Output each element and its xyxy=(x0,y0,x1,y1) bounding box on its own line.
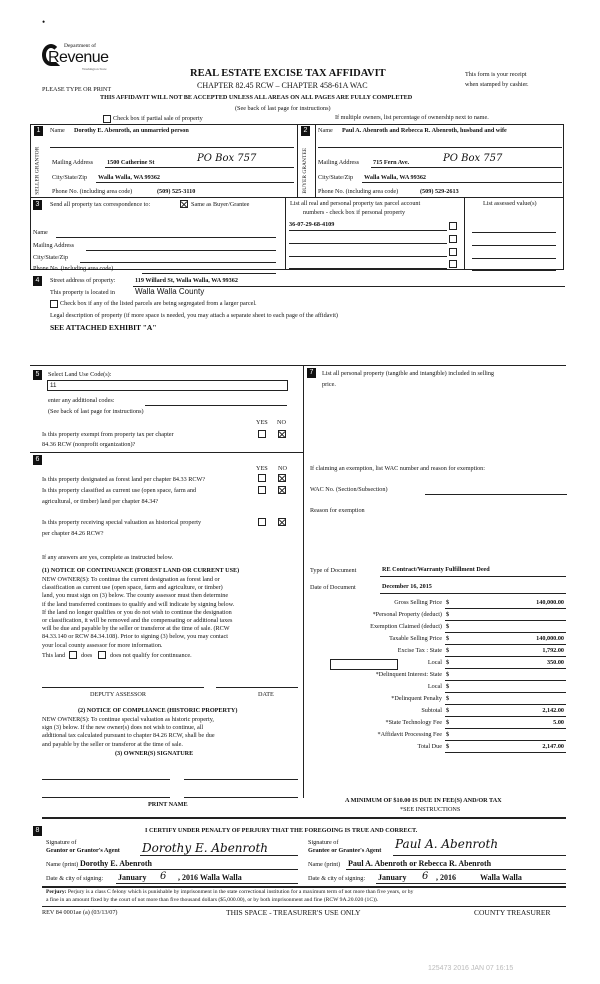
grantor-name: Dorothy E. Abenroth xyxy=(80,859,152,868)
fee-line xyxy=(445,728,566,729)
grantor-name-label: Name (print) xyxy=(46,861,79,868)
notice-line: will be due and payable by the seller or transferor at the time of sale. (RCW xyxy=(42,625,230,633)
s3-phone-label: Phone No. (including area code) xyxy=(33,265,114,272)
fee-line xyxy=(445,632,566,633)
section-1-number: 1 xyxy=(34,126,43,136)
instructions-note: (See back of last page for instructions) xyxy=(235,105,331,112)
buyer-mail: 715 Fern Ave. xyxy=(373,159,410,166)
logo-main: Revenue xyxy=(48,49,109,66)
buyer-name-label: Name xyxy=(318,127,333,134)
segregated-checkbox[interactable] xyxy=(50,300,58,308)
section-8-number: 8 xyxy=(33,826,42,836)
seller-name: Dorothy E. Abenroth, an unmarried person xyxy=(74,127,189,134)
dollar-sign: $ xyxy=(446,719,450,726)
dollar-sign: $ xyxy=(446,635,450,642)
fee-line xyxy=(445,656,566,657)
s3-name-label: Name xyxy=(33,229,48,236)
seller-name-label: Name xyxy=(50,127,65,134)
historical-question: Is this property receiving special valuation as historical property xyxy=(42,519,202,526)
wac-label: WAC No. (Section/Subsection) xyxy=(310,486,388,493)
historical-no-checkbox[interactable] xyxy=(278,518,286,526)
located-in-label: This property is located in xyxy=(50,289,115,296)
fee-line xyxy=(445,668,566,669)
receipt-note-1: This form is your receipt xyxy=(465,71,527,78)
multiple-owners-note: If multiple owners, list percentage of ownership next to name. xyxy=(335,114,489,121)
does-qualify-checkbox[interactable] xyxy=(69,651,77,659)
personal-property-checkbox-4[interactable] xyxy=(449,260,457,268)
fee-line xyxy=(445,620,566,621)
personal-property-checkbox-1[interactable] xyxy=(449,222,457,230)
does-not-qualify-checkbox[interactable] xyxy=(98,651,106,659)
seller-mail-label: Mailing Address xyxy=(52,159,94,166)
fee-line xyxy=(445,740,566,741)
fee-label: *Delinquent Interest: State xyxy=(375,671,442,678)
s3-city-label: City/State/Zip xyxy=(33,254,69,261)
dollar-sign: $ xyxy=(446,743,450,750)
section-3-number: 3 xyxy=(33,200,42,210)
historical-question-2: per chapter 84.26 RCW? xyxy=(42,530,104,537)
current-use-question: Is this property classified as current use (open space, farm and xyxy=(42,487,197,494)
form-revision: REV 84 0001ae (a) (03/13/07) xyxy=(42,909,118,916)
personal-property-label-2: price. xyxy=(322,381,336,388)
type-of-document: RE Contract/Warranty Fulfillment Deed xyxy=(382,566,490,573)
type-of-document-label: Type of Document xyxy=(310,567,357,574)
assessed-value-header: List assessed value(s) xyxy=(483,200,537,207)
fee-label: Excise Tax : State xyxy=(397,647,442,654)
grantor-year-city: , 2016 Walla Walla xyxy=(178,873,242,882)
current-use-yes-checkbox[interactable] xyxy=(258,486,266,494)
fee-value: 1,792.00 xyxy=(542,647,564,654)
section-4-number: 4 xyxy=(33,276,42,286)
scan-mark: • xyxy=(42,17,46,27)
grantee-signature: Paul A. Abenroth xyxy=(395,837,499,851)
minimum-due-note: A MINIMUM OF $10.00 IS DUE IN FEE(S) AND/OR TAX xyxy=(345,797,502,804)
form-subtitle: CHAPTER 82.45 RCW – CHAPTER 458-61A WAC xyxy=(197,81,368,90)
fee-label: Total Due xyxy=(417,743,442,750)
parcel-number: 36-07-29-68-4109 xyxy=(289,221,335,228)
print-name-label: PRINT NAME xyxy=(148,801,188,808)
additional-codes-label: enter any additional codes: xyxy=(48,397,115,404)
date-label: DATE xyxy=(258,691,274,698)
personal-property-label: List all personal property (tangible and intangible) included in selling xyxy=(322,370,495,377)
receipt-note-2: when stamped by cashier. xyxy=(465,81,529,88)
forest-yes-checkbox[interactable] xyxy=(258,474,266,482)
seller-city: Walla Walla, WA 99362 xyxy=(98,174,161,181)
notice-line: 84.33.140 or RCW 84.34.108). Prior to signing (3) below, you may contact xyxy=(42,633,228,641)
seller-phone: (509) 525-3110 xyxy=(157,188,196,195)
notice-line: sign (3) below. If the new owner(s) does not wish to continue, all xyxy=(42,724,204,732)
fee-label: *Personal Property (deduct) xyxy=(372,611,442,618)
form-title: REAL ESTATE EXCISE TAX AFFIDAVIT xyxy=(190,68,386,79)
please-type: PLEASE TYPE OR PRINT xyxy=(42,86,112,93)
section-5-number: 5 xyxy=(33,370,42,380)
fee-label: Local xyxy=(427,683,442,690)
notice-compliance-text xyxy=(42,716,215,749)
parcel-header-2: numbers - check box if personal property xyxy=(303,209,406,216)
fee-line xyxy=(445,680,566,681)
fee-value: 2,142.00 xyxy=(542,707,564,714)
grantee-city: Walla Walla xyxy=(480,873,522,882)
if-yes-note: If any answers are yes, complete as instructed below. xyxy=(42,554,174,561)
fee-label: *Affidavit Processing Fee xyxy=(377,731,442,738)
exempt-question-2: 84.36 RCW (nonprofit organization)? xyxy=(42,441,136,448)
exempt-question: Is this property exempt from property tax per chapter xyxy=(42,431,174,438)
fee-value: 5.00 xyxy=(553,719,564,726)
county: Walla Walla County xyxy=(135,287,205,296)
grantee-year: , 2016 xyxy=(436,873,456,882)
logo-sub: Washington State xyxy=(82,67,107,71)
fee-line xyxy=(445,716,566,717)
buyer-city-label: City/State/Zip xyxy=(318,174,354,181)
warning-text: THIS AFFIDAVIT WILL NOT BE ACCEPTED UNLESS ALL AREAS ON ALL PAGES ARE FULLY COMPLETED xyxy=(100,94,413,101)
exempt-no-checkbox[interactable] xyxy=(278,430,286,438)
receipt-stamp: 125473 2016 JAN 07 16:15 xyxy=(428,965,514,972)
grantee-signature-of: Signature of xyxy=(308,839,339,846)
legal-description-label: Legal description of property (if more space is needed, you may attach a separate sheet to each page of the affidavit) xyxy=(50,312,338,319)
same-as-buyer-label: Same as Buyer/Grantee xyxy=(191,201,250,208)
notice-line: and payable by the seller or transferor at the time of sale. xyxy=(42,740,183,748)
dor-logo xyxy=(42,44,122,76)
notice-compliance-title: (2) NOTICE OF COMPLIANCE (HISTORIC PROPERTY) xyxy=(78,707,238,714)
does-not-label: does not qualify for continuance. xyxy=(110,652,192,659)
dollar-sign: $ xyxy=(446,647,450,654)
certify-statement: I CERTIFY UNDER PENALTY OF PERJURY THAT THE FOREGOING IS TRUE AND CORRECT. xyxy=(145,827,418,834)
same-as-buyer-checkbox[interactable] xyxy=(180,200,188,208)
yes-header: YES xyxy=(256,419,268,426)
dollar-sign: $ xyxy=(446,599,450,606)
land-use-code-field[interactable] xyxy=(47,380,288,391)
grantor-date-label: Date & city of signing: xyxy=(46,875,104,882)
notice-line: if the land transferred continues to qualify and will indicate by signing below. xyxy=(42,600,235,608)
notice-line: NEW OWNER(S): To continue the current designation as forest land or xyxy=(42,576,220,583)
fee-label: Gross Selling Price xyxy=(394,599,442,606)
fee-label: Local xyxy=(427,659,442,666)
does-label: does xyxy=(81,652,93,659)
seller-grantor-label: SELLER GRANTOR xyxy=(34,146,41,195)
fee-label: Subtotal xyxy=(421,707,442,714)
send-correspondence-label: Send all property tax correspondence to: xyxy=(50,201,151,208)
owner-signature-title: (3) OWNER(S) SIGNATURE xyxy=(115,750,194,757)
yes-header-6: YES xyxy=(256,465,268,472)
reason-label: Reason for exemption xyxy=(310,507,365,514)
fee-value: 140,000.00 xyxy=(536,635,564,642)
notice-line: classification as current use (open space, farm and agriculture, or timber) xyxy=(42,584,223,592)
no-header-6: NO xyxy=(278,465,287,472)
dollar-sign: $ xyxy=(446,611,450,618)
deputy-assessor-label: DEPUTY ASSESSOR xyxy=(90,691,146,698)
current-use-question-2: agricultural, or timber) land per chapter 84.34? xyxy=(42,498,159,505)
perjury-text-1 xyxy=(46,890,413,896)
dollar-sign: $ xyxy=(446,683,450,690)
fee-value: 140,000.00 xyxy=(536,599,564,606)
fee-label: Exemption Claimed (deduct) xyxy=(370,623,442,630)
fee-line xyxy=(445,752,566,753)
dollar-sign: $ xyxy=(446,707,450,714)
land-use-code: 11 xyxy=(50,382,57,389)
section-7-number: 7 xyxy=(307,368,316,378)
notice-continuance-title: (1) NOTICE OF CONTINUANCE (FOREST LAND OR CURRENT USE) xyxy=(42,567,240,574)
buyer-phone: (509) 529-2613 xyxy=(420,188,459,195)
fee-line xyxy=(445,704,566,705)
grantee-name: Paul A. Abenroth or Rebecca R. Abenroth xyxy=(348,859,492,868)
buyer-mail-handwritten: PO Box 757 xyxy=(443,153,503,164)
date-of-document-label: Date of Document xyxy=(310,584,356,591)
grantor-signature: Dorothy E. Abenroth xyxy=(142,841,269,855)
county-treasurer-label: COUNTY TREASURER xyxy=(474,908,551,917)
segregated-label: Check box if any of the listed parcels are being segregated from a larger parcel. xyxy=(60,300,257,307)
legal-description: SEE ATTACHED EXHIBIT "A" xyxy=(50,323,157,332)
section-6-number: 6 xyxy=(33,455,42,465)
forest-no-checkbox[interactable] xyxy=(278,474,286,482)
fee-line xyxy=(445,692,566,693)
s3-mail-label: Mailing Address xyxy=(33,242,75,249)
buyer-mail-label: Mailing Address xyxy=(318,159,360,166)
notice-line: additional tax calculated pursuant to chapter 84.26 RCW, shall be due xyxy=(42,732,215,740)
notice-line: land, you must sign on (3) below. The county assessor must then determine xyxy=(42,592,229,600)
seller-city-label: City/State/Zip xyxy=(52,174,88,181)
no-header: NO xyxy=(277,419,286,426)
grantee-agent-label: Grantee or Grantee's Agent xyxy=(308,847,382,854)
treasurer-use-label: THIS SPACE - TREASURER'S USE ONLY xyxy=(226,908,361,917)
seller-phone-label: Phone No. (including area code) xyxy=(52,188,133,195)
fee-label: *State Technology Fee xyxy=(385,719,442,726)
notice-line: NEW OWNER(S): To continue special valuation as historic property, xyxy=(42,716,214,723)
forest-question: Is this property designated as forest land per chapter 84.33 RCW? xyxy=(42,476,206,483)
perjury-line-1: Perjury is a class C felony which is punishable by imprisonment in the state correctional institution for a maximum term of not more than five years, or by xyxy=(66,889,414,895)
personal-property-checkbox-2[interactable] xyxy=(449,235,457,243)
notice-line: If the land no longer qualifies or you do not wish to continue the designation xyxy=(42,608,232,616)
partial-sale-label: Check box if partial sale of property xyxy=(113,115,203,122)
seller-mail-handwritten: PO Box 757 xyxy=(197,153,257,164)
section-2-number: 2 xyxy=(301,126,310,136)
land-use-label: Select Land Use Code(s): xyxy=(48,371,112,378)
perjury-text-2: a fine in an amount fixed by the court of not more than five thousand dollars ($5,000.00), or by both imprisonment and fine (RCW 9A.20.020 (1C)). xyxy=(46,897,379,903)
notice-line: or classification, it will be removed and the compensating or additional taxes xyxy=(42,617,233,625)
grantee-day: 6 xyxy=(422,871,429,882)
dollar-sign: $ xyxy=(446,731,450,738)
buyer-name: Paul A. Abenroth and Rebecca R. Abenroth, husband and wife xyxy=(342,127,507,134)
fee-line xyxy=(445,608,566,609)
grantor-agent-label: Grantor or Grantor's Agent xyxy=(46,847,120,854)
historical-yes-checkbox[interactable] xyxy=(258,518,266,526)
parcel-header-1: List all real and personal property tax parcel account xyxy=(290,200,421,207)
grantor-signature-of: Signature of xyxy=(46,839,77,846)
grantee-date-label: Date & city of signing: xyxy=(308,875,366,882)
see-instructions-note: *SEE INSTRUCTIONS xyxy=(400,806,461,813)
buyer-grantee-label: BUYER GRANTEE xyxy=(302,147,309,194)
seller-mail: 1500 Catherine St xyxy=(107,159,155,166)
date-of-document: December 16, 2015 xyxy=(382,583,432,590)
street-address: 119 Willard St, Walla Walla, WA 99362 xyxy=(135,277,238,284)
dollar-sign: $ xyxy=(446,695,450,702)
logo-top: Department of xyxy=(64,43,96,49)
street-address-label: Street address of property: xyxy=(50,277,116,284)
see-back-note: (See back of last page for instructions) xyxy=(48,408,144,415)
fee-label: *Delinquent Penalty xyxy=(391,695,442,702)
dollar-sign: $ xyxy=(446,659,450,666)
current-use-no-checkbox[interactable] xyxy=(278,486,286,494)
dollar-sign: $ xyxy=(446,623,450,630)
notice-continuance-text xyxy=(42,576,234,650)
claim-exemption-label: If claiming an exemption, list WAC number and reason for exemption: xyxy=(310,465,485,472)
grantor-month: January xyxy=(118,873,147,882)
buyer-phone-label: Phone No. (including area code) xyxy=(318,188,399,195)
fee-value: 350.00 xyxy=(546,659,564,666)
grantee-month: January xyxy=(378,873,407,882)
notice-line: your local county assessor for more information. xyxy=(42,641,163,649)
fee-line xyxy=(445,644,566,645)
fee-label: Taxable Selling Price xyxy=(389,635,442,642)
buyer-city: Walla Walla, WA 99362 xyxy=(364,174,427,181)
grantor-day: 6 xyxy=(160,871,167,882)
dollar-sign: $ xyxy=(446,671,450,678)
personal-property-checkbox-3[interactable] xyxy=(449,248,457,256)
perjury-label: Perjury: xyxy=(46,889,67,895)
this-land-label: This land xyxy=(42,652,66,659)
exempt-yes-checkbox[interactable] xyxy=(258,430,266,438)
grantee-name-label: Name (print) xyxy=(308,861,341,868)
local-code-field[interactable] xyxy=(330,659,398,670)
partial-sale-checkbox[interactable] xyxy=(103,115,111,123)
fee-value: 2,147.00 xyxy=(542,743,564,750)
